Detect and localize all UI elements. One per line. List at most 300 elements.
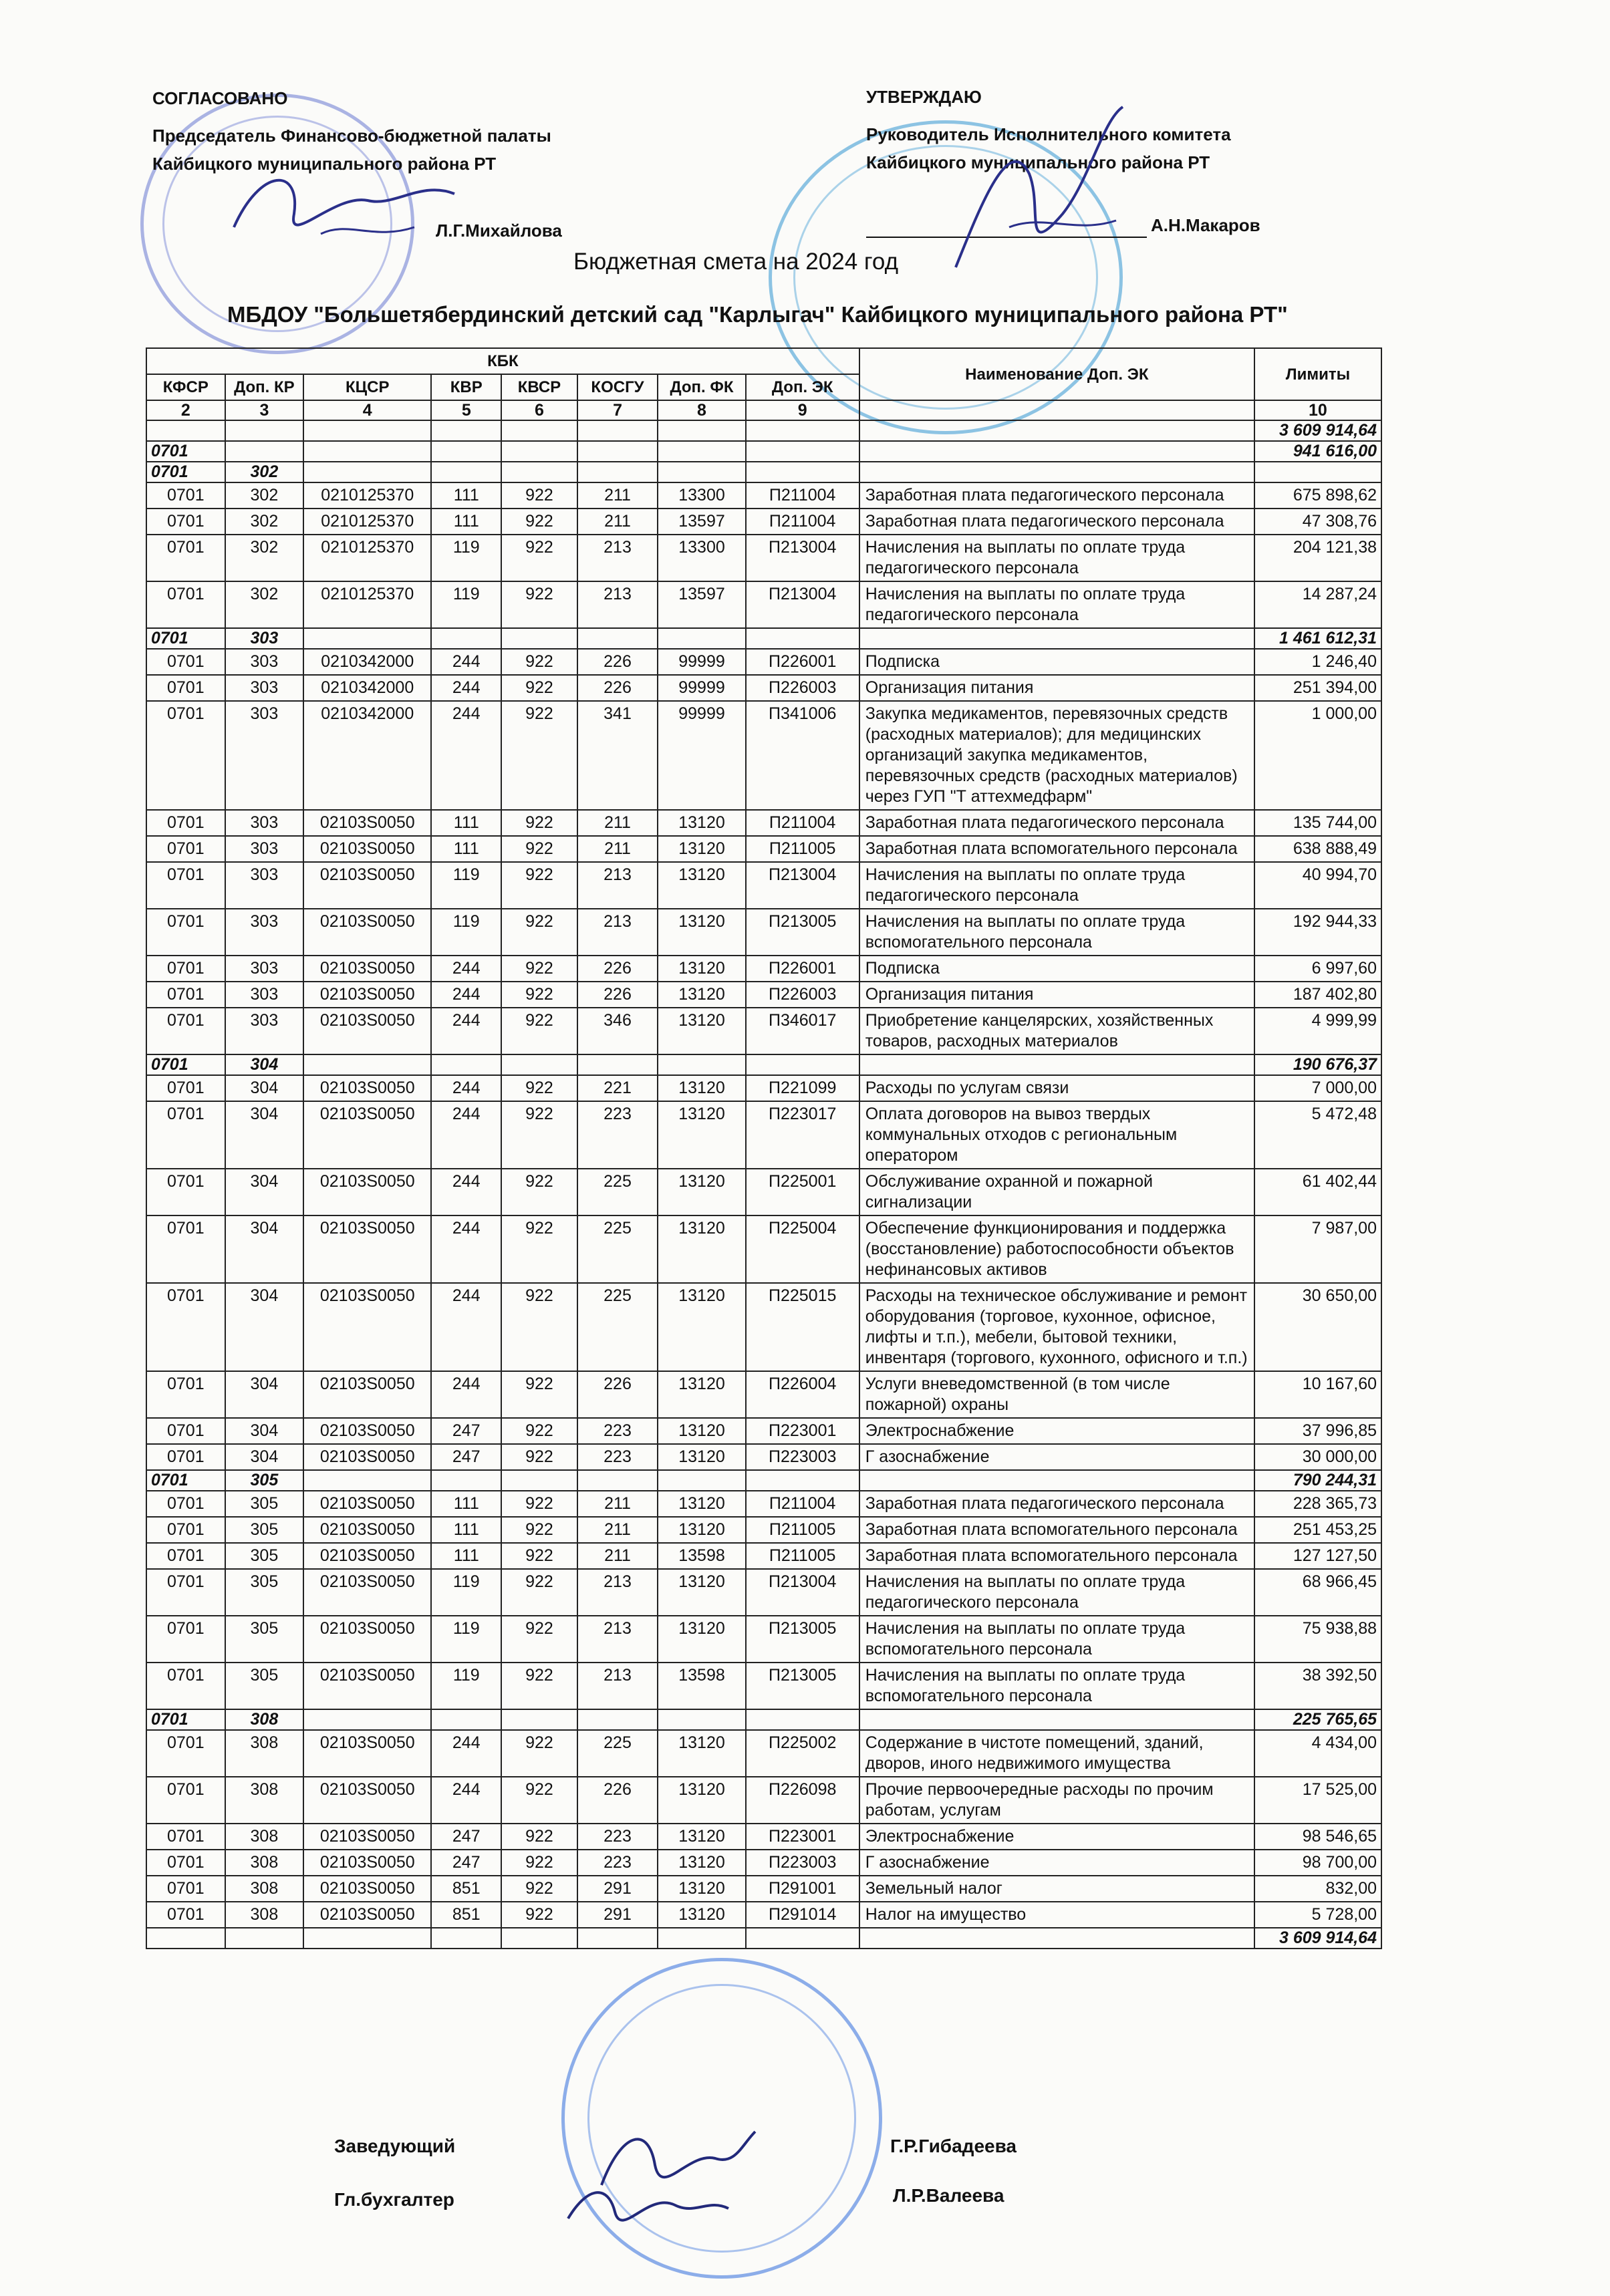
table-cell: 0701 — [146, 1075, 225, 1101]
table-cell: 213 — [577, 535, 658, 581]
table-row — [146, 1491, 1381, 1517]
table-cell: 302 — [225, 482, 304, 509]
table-row — [146, 1075, 1381, 1101]
subtotal-row — [146, 1054, 1381, 1075]
table-cell: 13120 — [658, 1371, 745, 1418]
table-cell: 0701 — [146, 1569, 225, 1616]
column-header: КВР — [431, 374, 501, 400]
table-cell: 0701 — [146, 509, 225, 535]
head-name: Г.Р.Гибадеева — [890, 2136, 1017, 2156]
table-cell: 02103S0050 — [303, 1616, 431, 1663]
table-row — [146, 1850, 1381, 1876]
table-cell: 302 — [225, 535, 304, 581]
expense-name-cell: Услуги вневедомственной (в том числе пожарной) охраны — [859, 1371, 1254, 1418]
table-cell — [658, 441, 745, 462]
table-cell: 13120 — [658, 1876, 745, 1902]
table-row — [146, 836, 1381, 862]
table-cell: 922 — [501, 1008, 577, 1054]
table-cell: П213005 — [746, 909, 859, 956]
expense-name-cell: Заработная плата педагогического персонала — [859, 482, 1254, 509]
table-cell: 13120 — [658, 1517, 745, 1543]
table-cell: 0701 — [146, 1663, 225, 1709]
table-cell: 0210125370 — [303, 509, 431, 535]
table-cell: 922 — [501, 701, 577, 810]
table-cell — [146, 420, 225, 441]
table-cell — [658, 1054, 745, 1075]
limit-amount-cell: 7 987,00 — [1254, 1215, 1381, 1283]
table-cell: 304 — [225, 1283, 304, 1371]
table-cell: П226098 — [746, 1777, 859, 1824]
table-cell — [303, 441, 431, 462]
budget-table — [146, 347, 1382, 1949]
table-cell: 13120 — [658, 1569, 745, 1616]
table-cell: 13597 — [658, 581, 745, 628]
table-cell: 111 — [431, 836, 501, 862]
table-cell: 304 — [225, 1101, 304, 1169]
table-cell: 13120 — [658, 1902, 745, 1928]
table-cell: 922 — [501, 909, 577, 956]
table-row — [146, 1730, 1381, 1777]
signature-head — [588, 2105, 762, 2212]
table-cell: 02103S0050 — [303, 1491, 431, 1517]
table-cell: 119 — [431, 862, 501, 909]
table-cell: 02103S0050 — [303, 1371, 431, 1418]
column-header: Доп. ЭК — [746, 374, 859, 400]
table-cell — [577, 1709, 658, 1730]
table-cell: П213004 — [746, 581, 859, 628]
table-row — [146, 982, 1381, 1008]
limit-amount-cell — [1254, 462, 1381, 482]
limit-amount-cell: 3 609 914,64 — [1254, 1928, 1381, 1949]
table-cell: 119 — [431, 909, 501, 956]
limit-amount-cell: 68 966,45 — [1254, 1569, 1381, 1616]
table-cell — [303, 1470, 431, 1491]
head-label: Заведующий — [334, 2136, 456, 2156]
limit-amount-cell: 7 000,00 — [1254, 1075, 1381, 1101]
table-cell: 02103S0050 — [303, 1283, 431, 1371]
expense-name-cell: Начисления на выплаты по оплате труда педагогического персонала — [859, 1569, 1254, 1616]
subtotal-row — [146, 628, 1381, 649]
table-row — [146, 1616, 1381, 1663]
table-cell: 922 — [501, 1169, 577, 1215]
table-cell: 0701 — [146, 701, 225, 810]
table-cell: 13120 — [658, 862, 745, 909]
table-cell: 13597 — [658, 509, 745, 535]
table-cell: П223001 — [746, 1418, 859, 1444]
table-row — [146, 1876, 1381, 1902]
expense-name-cell: Г азоснабжение — [859, 1850, 1254, 1876]
expense-name-cell: Г азоснабжение — [859, 1444, 1254, 1470]
table-cell: 303 — [225, 836, 304, 862]
expense-name-cell: Заработная плата вспомогательного персонала — [859, 836, 1254, 862]
table-cell: 0210342000 — [303, 701, 431, 810]
table-cell: 0701 — [146, 956, 225, 982]
table-cell: 02103S0050 — [303, 810, 431, 836]
table-row — [146, 1101, 1381, 1169]
table-cell: 0701 — [146, 535, 225, 581]
table-cell: 244 — [431, 1215, 501, 1283]
limit-amount-cell: 38 392,50 — [1254, 1663, 1381, 1709]
table-cell: 346 — [577, 1008, 658, 1054]
expense-name-cell: Начисления на выплаты по оплате труда педагогического персонала — [859, 535, 1254, 581]
table-cell: 226 — [577, 675, 658, 701]
table-cell: 99999 — [658, 649, 745, 675]
table-cell — [431, 420, 501, 441]
table-cell: 851 — [431, 1902, 501, 1928]
table-cell: 244 — [431, 1371, 501, 1418]
table-cell: 02103S0050 — [303, 1730, 431, 1777]
table-cell: 223 — [577, 1101, 658, 1169]
table-cell: 303 — [225, 701, 304, 810]
expense-name-cell: Заработная плата педагогического персонала — [859, 509, 1254, 535]
signature-accountant — [561, 2172, 735, 2245]
table-cell: 111 — [431, 1491, 501, 1517]
table-cell: 13598 — [658, 1663, 745, 1709]
table-cell: 02103S0050 — [303, 1777, 431, 1824]
table-cell: 211 — [577, 810, 658, 836]
table-cell: 244 — [431, 1730, 501, 1777]
table-cell — [658, 1709, 745, 1730]
table-cell: 213 — [577, 1569, 658, 1616]
expense-name-cell: Прочие первоочередные расходы по прочим работам, услугам — [859, 1777, 1254, 1824]
table-cell: П223001 — [746, 1824, 859, 1850]
table-cell: 922 — [501, 1850, 577, 1876]
table-cell — [577, 1470, 658, 1491]
table-cell — [746, 628, 859, 649]
approval-right-block — [866, 83, 1387, 176]
table-cell: П221099 — [746, 1075, 859, 1101]
limits-column-header: Лимиты — [1254, 348, 1381, 400]
table-cell: 308 — [225, 1709, 304, 1730]
table-cell: 221 — [577, 1075, 658, 1101]
table-cell: 0701 — [146, 1616, 225, 1663]
column-number: 2 — [146, 400, 225, 420]
table-cell: 0701 — [146, 836, 225, 862]
limit-amount-cell: 30 650,00 — [1254, 1283, 1381, 1371]
table-cell: 211 — [577, 1543, 658, 1569]
table-cell — [577, 462, 658, 482]
table-cell: 303 — [225, 810, 304, 836]
table-row — [146, 535, 1381, 581]
limit-amount-cell: 4 999,99 — [1254, 1008, 1381, 1054]
expense-name-cell: Начисления на выплаты по оплате труда вспомогательного персонала — [859, 1663, 1254, 1709]
subtotal-row — [146, 1709, 1381, 1730]
table-cell: 922 — [501, 1569, 577, 1616]
table-cell: П213005 — [746, 1663, 859, 1709]
table-cell: 922 — [501, 1444, 577, 1470]
table-cell: 0701 — [146, 482, 225, 509]
table-cell — [225, 420, 304, 441]
table-cell: 305 — [225, 1470, 304, 1491]
table-cell — [658, 1470, 745, 1491]
table-cell: 13300 — [658, 535, 745, 581]
table-cell: 308 — [225, 1777, 304, 1824]
table-cell — [577, 1928, 658, 1949]
expense-name-cell: Заработная плата вспомогательного персонала — [859, 1517, 1254, 1543]
limit-amount-cell: 47 308,76 — [1254, 509, 1381, 535]
limit-amount-cell: 251 394,00 — [1254, 675, 1381, 701]
table-cell: 0701 — [146, 1008, 225, 1054]
column-header: Доп. ФК — [658, 374, 745, 400]
table-cell: 111 — [431, 1543, 501, 1569]
expense-name-cell — [859, 1709, 1254, 1730]
table-cell: 0701 — [146, 1215, 225, 1283]
table-cell: П346017 — [746, 1008, 859, 1054]
table-cell: 303 — [225, 862, 304, 909]
table-cell: 211 — [577, 1491, 658, 1517]
table-cell: 922 — [501, 1616, 577, 1663]
table-cell: 244 — [431, 649, 501, 675]
subtotal-row — [146, 1470, 1381, 1491]
limit-amount-cell: 225 765,65 — [1254, 1709, 1381, 1730]
document-subtitle: МБДОУ "Большетябердинский детский сад "Карлыгач" Кайбицкого муниципального района РТ" — [227, 302, 1288, 327]
table-cell: 226 — [577, 956, 658, 982]
table-cell: П213004 — [746, 1569, 859, 1616]
table-cell: 02103S0050 — [303, 836, 431, 862]
table-cell: 304 — [225, 1371, 304, 1418]
table-cell: 247 — [431, 1850, 501, 1876]
limit-amount-cell: 6 997,60 — [1254, 956, 1381, 982]
table-cell: 922 — [501, 1215, 577, 1283]
table-cell: 922 — [501, 509, 577, 535]
table-cell: П291014 — [746, 1902, 859, 1928]
subtotal-row — [146, 420, 1381, 441]
table-cell — [431, 1054, 501, 1075]
table-cell: 0701 — [146, 1543, 225, 1569]
expense-name-cell: Обслуживание охранной и пожарной сигнализации — [859, 1169, 1254, 1215]
expense-name-cell: Организация питания — [859, 675, 1254, 701]
budget-table-body — [146, 420, 1381, 1949]
table-cell: 0701 — [146, 1444, 225, 1470]
table-cell: 0210125370 — [303, 581, 431, 628]
limit-amount-cell: 1 000,00 — [1254, 701, 1381, 810]
table-cell: 304 — [225, 1169, 304, 1215]
table-cell: П226001 — [746, 956, 859, 982]
column-header: КЦСР — [303, 374, 431, 400]
table-cell: 308 — [225, 1824, 304, 1850]
table-cell: П225002 — [746, 1730, 859, 1777]
column-number: 9 — [746, 400, 859, 420]
table-row — [146, 1543, 1381, 1569]
table-cell: 111 — [431, 810, 501, 836]
table-cell: 244 — [431, 675, 501, 701]
table-cell: 111 — [431, 482, 501, 509]
table-cell: 922 — [501, 1491, 577, 1517]
table-cell: 02103S0050 — [303, 1824, 431, 1850]
table-row — [146, 1663, 1381, 1709]
table-cell: 0701 — [146, 1371, 225, 1418]
table-cell: 291 — [577, 1876, 658, 1902]
table-cell: 0701 — [146, 1169, 225, 1215]
table-cell: П223003 — [746, 1850, 859, 1876]
table-row — [146, 1824, 1381, 1850]
table-cell: 0701 — [146, 1730, 225, 1777]
table-cell: 13120 — [658, 909, 745, 956]
table-cell: 308 — [225, 1850, 304, 1876]
table-cell: 922 — [501, 1902, 577, 1928]
table-cell: 13120 — [658, 836, 745, 862]
table-cell: 213 — [577, 1616, 658, 1663]
table-cell: 111 — [431, 1517, 501, 1543]
table-cell: 226 — [577, 649, 658, 675]
table-cell: 244 — [431, 1101, 501, 1169]
approval-right-line1: Руководитель Исполнительного комитета — [866, 124, 1231, 144]
table-cell: 119 — [431, 1616, 501, 1663]
table-cell: П211004 — [746, 509, 859, 535]
table-row — [146, 1008, 1381, 1054]
table-cell: 213 — [577, 1663, 658, 1709]
table-cell: 225 — [577, 1730, 658, 1777]
table-row — [146, 1418, 1381, 1444]
table-cell — [501, 1928, 577, 1949]
table-cell: 13120 — [658, 956, 745, 982]
table-cell: 0701 — [146, 1283, 225, 1371]
expense-name-cell: Начисления на выплаты по оплате труда вспомогательного персонала — [859, 1616, 1254, 1663]
column-number: 8 — [658, 400, 745, 420]
expense-name-cell — [859, 420, 1254, 441]
table-cell: 0701 — [146, 1418, 225, 1444]
table-cell — [501, 1709, 577, 1730]
table-cell: 13120 — [658, 1101, 745, 1169]
name-column-header: Наименование Доп. ЭК — [859, 348, 1254, 400]
table-cell: 02103S0050 — [303, 1418, 431, 1444]
table-cell: 13120 — [658, 1008, 745, 1054]
table-cell — [501, 628, 577, 649]
table-cell: 922 — [501, 956, 577, 982]
table-cell — [431, 441, 501, 462]
table-cell — [746, 462, 859, 482]
approval-left-signer: Л.Г.Михайлова — [436, 221, 562, 241]
table-cell: 119 — [431, 581, 501, 628]
expense-name-cell: Электроснабжение — [859, 1418, 1254, 1444]
table-cell: 0701 — [146, 628, 225, 649]
expense-name-cell: Подписка — [859, 649, 1254, 675]
table-cell: 13120 — [658, 810, 745, 836]
expense-name-cell: Начисления на выплаты по оплате труда вспомогательного персонала — [859, 909, 1254, 956]
table-cell: 244 — [431, 701, 501, 810]
table-row — [146, 1517, 1381, 1543]
table-cell: 13120 — [658, 982, 745, 1008]
table-cell: 0701 — [146, 1470, 225, 1491]
table-cell: 304 — [225, 1444, 304, 1470]
approval-right-line2: Кайбицкого муниципального района РТ — [866, 152, 1210, 172]
table-cell: П223003 — [746, 1444, 859, 1470]
limit-amount-cell: 98 546,65 — [1254, 1824, 1381, 1850]
table-cell — [431, 462, 501, 482]
limit-amount-cell: 10 167,60 — [1254, 1371, 1381, 1418]
table-cell — [431, 1470, 501, 1491]
table-cell: 302 — [225, 581, 304, 628]
table-cell: 02103S0050 — [303, 1215, 431, 1283]
table-cell: 02103S0050 — [303, 1663, 431, 1709]
table-cell — [225, 1928, 304, 1949]
table-cell: 13120 — [658, 1850, 745, 1876]
table-cell: 0210125370 — [303, 482, 431, 509]
table-cell: 922 — [501, 482, 577, 509]
table-cell — [501, 1470, 577, 1491]
table-cell: П211005 — [746, 1517, 859, 1543]
total-row — [146, 1928, 1381, 1949]
limit-amount-cell: 30 000,00 — [1254, 1444, 1381, 1470]
table-cell: 303 — [225, 909, 304, 956]
column-header: КВСР — [501, 374, 577, 400]
table-cell: П213004 — [746, 535, 859, 581]
approval-left-heading: СОГЛАСОВАНО — [152, 88, 288, 108]
table-cell: 99999 — [658, 675, 745, 701]
table-cell: 0701 — [146, 1709, 225, 1730]
limit-amount-cell: 17 525,00 — [1254, 1777, 1381, 1824]
table-cell: 922 — [501, 1075, 577, 1101]
table-cell: 0701 — [146, 649, 225, 675]
table-row — [146, 956, 1381, 982]
expense-name-cell: Организация питания — [859, 982, 1254, 1008]
table-row — [146, 581, 1381, 628]
table-cell: П341006 — [746, 701, 859, 810]
table-cell — [431, 1709, 501, 1730]
table-cell — [501, 420, 577, 441]
table-cell: 244 — [431, 1075, 501, 1101]
limit-amount-cell: 135 744,00 — [1254, 810, 1381, 836]
table-cell: 13120 — [658, 1444, 745, 1470]
table-cell: 0701 — [146, 982, 225, 1008]
table-cell: 225 — [577, 1215, 658, 1283]
table-cell: 247 — [431, 1444, 501, 1470]
table-cell: 305 — [225, 1543, 304, 1569]
expense-name-cell: Заработная плата вспомогательного персонала — [859, 1543, 1254, 1569]
table-cell: 303 — [225, 956, 304, 982]
table-row — [146, 701, 1381, 810]
document-title: Бюджетная смета на 2024 год — [573, 249, 899, 275]
table-cell: П211004 — [746, 810, 859, 836]
table-cell: 02103S0050 — [303, 862, 431, 909]
table-cell: П223017 — [746, 1101, 859, 1169]
table-cell: 226 — [577, 1777, 658, 1824]
table-cell: 244 — [431, 1283, 501, 1371]
table-cell: 922 — [501, 1371, 577, 1418]
limit-amount-cell: 187 402,80 — [1254, 982, 1381, 1008]
column-number: 7 — [577, 400, 658, 420]
limit-amount-cell: 228 365,73 — [1254, 1491, 1381, 1517]
approval-left-block — [152, 84, 660, 178]
limit-amount-cell: 638 888,49 — [1254, 836, 1381, 862]
table-cell: 305 — [225, 1616, 304, 1663]
table-cell: 13120 — [658, 1616, 745, 1663]
table-cell: 244 — [431, 956, 501, 982]
table-cell: 0701 — [146, 1517, 225, 1543]
expense-name-cell — [859, 462, 1254, 482]
table-cell: 304 — [225, 1215, 304, 1283]
table-cell: П226001 — [746, 649, 859, 675]
table-cell — [303, 1054, 431, 1075]
table-cell: 119 — [431, 535, 501, 581]
column-header: Доп. КР — [225, 374, 304, 400]
table-cell: 02103S0050 — [303, 1008, 431, 1054]
expense-name-cell — [859, 628, 1254, 649]
expense-name-cell — [859, 1054, 1254, 1075]
table-cell: 213 — [577, 862, 658, 909]
limit-amount-cell: 790 244,31 — [1254, 1470, 1381, 1491]
expense-name-cell — [859, 1928, 1254, 1949]
table-cell — [501, 462, 577, 482]
table-cell: П211004 — [746, 482, 859, 509]
table-cell: 02103S0050 — [303, 1169, 431, 1215]
limit-amount-cell: 190 676,37 — [1254, 1054, 1381, 1075]
column-header: КФСР — [146, 374, 225, 400]
table-row — [146, 862, 1381, 909]
table-cell: 0701 — [146, 810, 225, 836]
table-cell: 119 — [431, 1663, 501, 1709]
approval-right-heading: УТВЕРЖДАЮ — [866, 87, 982, 107]
